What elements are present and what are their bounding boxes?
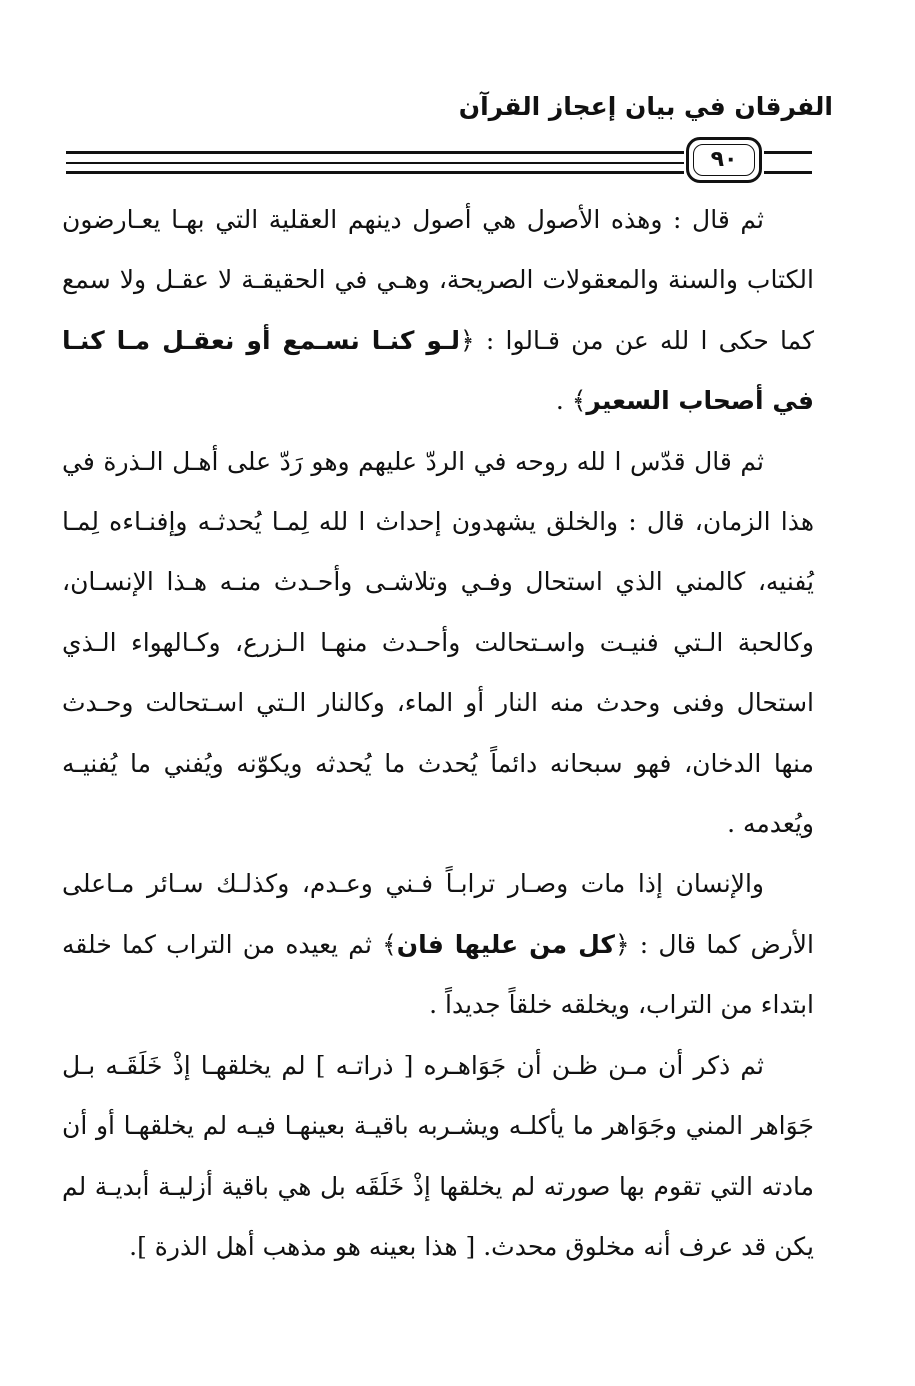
header-rule-middle — [66, 162, 684, 164]
header-rule-bottom — [66, 171, 684, 174]
paragraph-4: ثم ذكر أن مـن ظـن أن جَوَاهـره [ ذراتـه ] لم يخلقهـا إذْ خَلَقَـه بـل جَوَاهر المني وجَوَاهر ما يأكلـه ويشـربه باقيـة بعينهـا فيـه لم يخلقهـا أو أن مادته التي تقوم بها صورته لم يخلقها إذْ خَلَقَه بل هي باقية أزليـة أبديـة لم يكن قد عرف أنه مخلوق محدث. [ هذا بعينه هو مذهب أهل الذرة ]. — [62, 1050, 814, 1261]
header-rule-right-bottom — [764, 171, 812, 174]
paragraph-1 — [62, 190, 814, 432]
paragraph-1-end: . — [555, 386, 572, 416]
quran-quote-1-text: لـو كنـا نسـمع أو نعقـل مـا كنـا في أصحاب السعير — [62, 325, 814, 416]
main-text — [62, 190, 814, 1277]
ornate-bracket-open-icon: ﴿ — [614, 929, 630, 959]
paragraph-2: ثم قال قدّس ا لله روحه في الردّ عليهم وهو رَدّ على أهـل الـذرة في هذا الزمان، قال : والخلق يشهدون إحداث ا لله لِمـا يُحدثـه وإفنـاءه لِمـا يُفنيه، كالمني الذي استحال وفـي وتلاشـى وأحـدث منـه هـذا الإنسـان، وكالحبة الـتي فنيـت واسـتحالت وأحـدث منهـا الـزرع، وكـالهواء الـذي استحال وفنى وحدث منه النار أو الماء، وكالنار الـتي اسـتحالت وحـدث منها الدخان، فهو سبحانه دائماً يُحدث ما يُحدثه ويكوّنه ويُفني ما يُفنيـه ويُعدمه . — [62, 446, 814, 839]
running-header-title: الفرقان في بيان إعجاز القرآن — [458, 92, 833, 121]
quran-quote-2-text: كل من عليها فان — [396, 929, 615, 959]
page-number: ٩٠ — [710, 147, 738, 172]
header-rule-top — [66, 151, 684, 154]
ornate-bracket-open-icon: ﴿ — [459, 325, 475, 355]
page-number-badge — [686, 137, 762, 183]
ornate-bracket-close-icon: ﴾ — [382, 929, 397, 959]
ornate-bracket-close-icon: ﴾ — [571, 386, 587, 416]
header-rule-right-top — [764, 151, 812, 154]
paragraph-3 — [62, 854, 814, 1035]
quran-quote-2 — [382, 930, 629, 959]
paragraph-1-text: ثم قال : وهذه الأصول هي أصول دينهم العقلية التي بهـا يعـارضون الكتاب والسنة والمعقولات الصريحة، وهـي في الحقيقـة لا عقـل ولا سمع كما حكى ا لله عن من قـالوا : — [62, 205, 814, 355]
paragraph-3-text: والإنسان إذا مات وصـار ترابـاً فـني وعـدم، وكذلـك سـائر مـاعلى الأرض كما قال : — [62, 869, 814, 959]
paragraph-3-end: ثم يعيده من التراب كما خلقه ابتداء من التراب، ويخلقه خلقاً جديداً . — [62, 929, 814, 1020]
